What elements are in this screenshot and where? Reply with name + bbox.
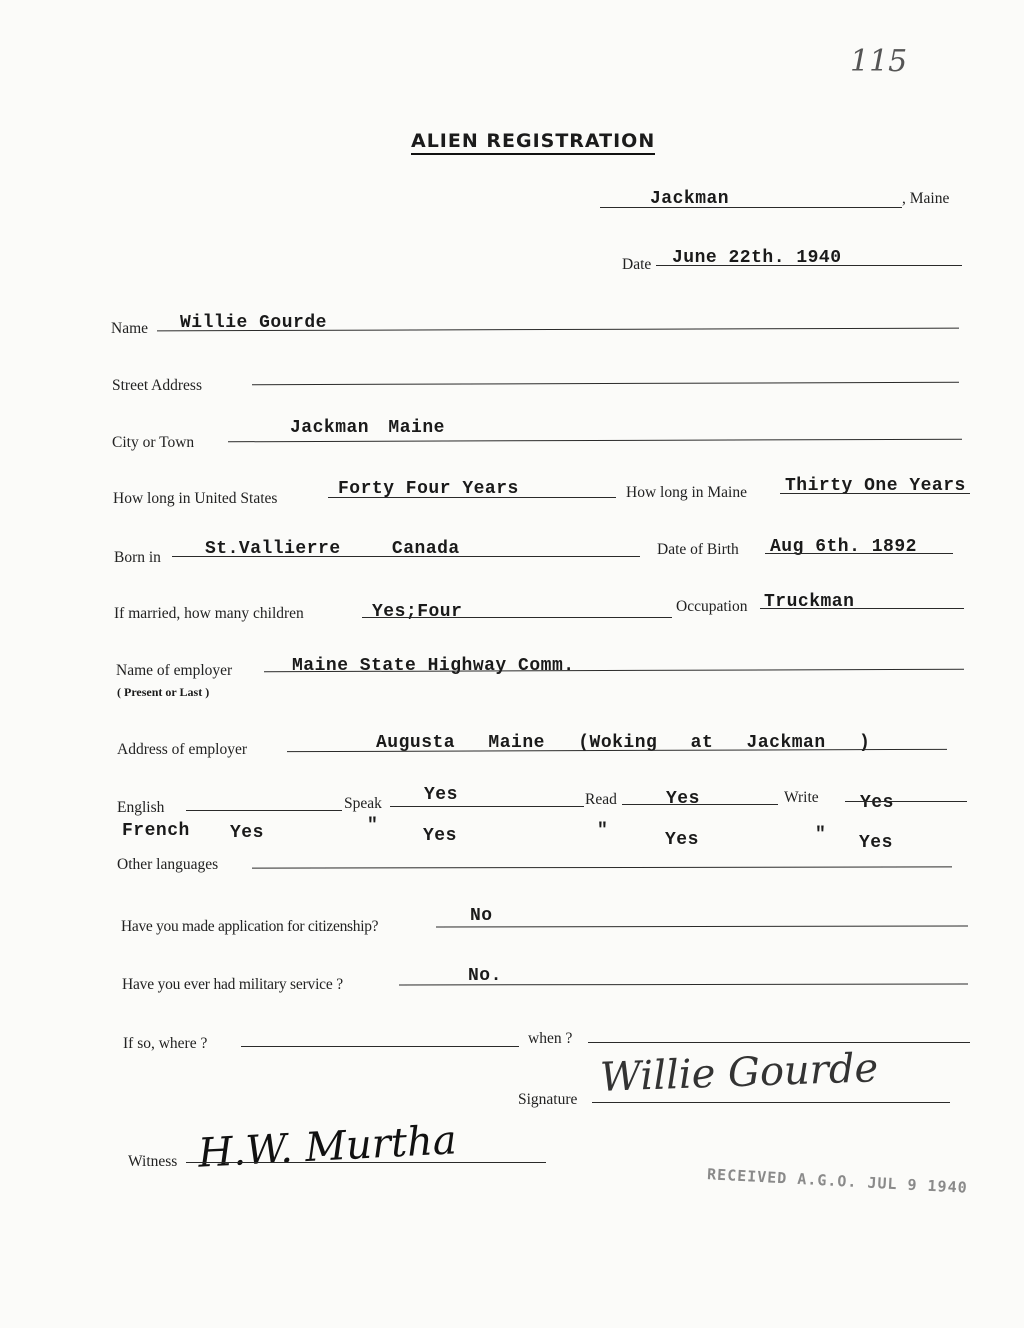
witness-rule	[186, 1162, 546, 1163]
employer-value[interactable]: Maine State Highway Comm.	[292, 656, 575, 676]
employer-label: Name of employer	[116, 662, 233, 679]
signature-value[interactable]: Willie Gourde	[599, 1045, 879, 1101]
other-languages-label: Other languages	[117, 856, 219, 873]
occupation-rule	[760, 608, 964, 609]
maine-duration-value[interactable]: Thirty One Years	[785, 476, 966, 496]
military-value[interactable]: No.	[468, 966, 502, 986]
street-address-rule	[252, 382, 959, 385]
born-in-value[interactable]: St.Vallierre Canada	[205, 539, 460, 559]
military-label: Have you ever had military service ?	[122, 976, 343, 993]
french-value[interactable]: Yes	[230, 823, 264, 843]
french-read-value[interactable]: Yes	[665, 830, 699, 850]
received-stamp: RECEIVED A.G.O. JUL 9 1940	[706, 1165, 969, 1197]
french-speak-ditto: "	[367, 816, 379, 836]
citizenship-rule	[436, 926, 968, 928]
when-rule	[588, 1042, 970, 1043]
children-value[interactable]: Yes;Four	[372, 602, 463, 622]
employer-address-label: Address of employer	[117, 741, 247, 758]
french-write-value[interactable]: Yes	[859, 833, 893, 853]
us-duration-rule	[328, 497, 616, 498]
english-read-value[interactable]: Yes	[666, 789, 700, 809]
when-label: when ?	[528, 1030, 573, 1047]
english-label: English	[117, 799, 165, 816]
place-suffix: , Maine	[902, 190, 950, 207]
maine-duration-rule	[780, 493, 970, 494]
citizenship-value[interactable]: No	[470, 906, 493, 926]
born-in-label: Born in	[114, 549, 161, 566]
born-in-rule	[172, 556, 640, 557]
french-read-ditto: "	[597, 821, 609, 841]
city-label: City or Town	[112, 434, 195, 451]
speak-rule	[390, 806, 584, 807]
french-write-ditto: "	[815, 825, 827, 845]
speak-label: Speak	[344, 795, 382, 812]
military-rule	[399, 984, 968, 986]
children-label: If married, how many children	[114, 605, 304, 622]
date-of-birth-label: Date of Birth	[657, 541, 739, 558]
french-speak-value[interactable]: Yes	[423, 826, 457, 846]
write-label: Write	[784, 789, 819, 806]
witness-value[interactable]: H.W. Murtha	[196, 1117, 458, 1177]
english-speak-value[interactable]: Yes	[424, 785, 458, 805]
other-languages-rule	[252, 866, 952, 868]
place-rule	[600, 207, 902, 208]
children-rule	[362, 617, 672, 618]
where-label: If so, where ?	[123, 1035, 208, 1052]
english-write-value[interactable]: Yes	[860, 793, 894, 813]
signature-label: Signature	[518, 1091, 578, 1108]
read-label: Read	[585, 791, 617, 808]
employer-sublabel: ( Present or Last )	[117, 685, 210, 699]
date-label: Date	[622, 256, 652, 273]
witness-label: Witness	[128, 1153, 178, 1170]
signature-rule	[592, 1102, 950, 1103]
us-duration-label: How long in United States	[113, 490, 278, 507]
name-value[interactable]: Willie Gourde	[180, 313, 327, 333]
name-label: Name	[111, 320, 149, 337]
maine-duration-label: How long in Maine	[626, 484, 747, 501]
date-of-birth-rule	[765, 553, 953, 554]
where-rule	[241, 1046, 519, 1047]
french-label: French	[122, 821, 190, 841]
occupation-value[interactable]: Truckman	[764, 592, 855, 612]
form-title: ALIEN REGISTRATION	[411, 130, 655, 155]
write-rule	[845, 801, 967, 802]
street-address-label: Street Address	[112, 377, 202, 394]
english-rule	[186, 810, 342, 811]
page-number: 115	[850, 44, 908, 79]
employer-address-value[interactable]: Augusta Maine (Woking at Jackman )	[376, 733, 871, 753]
place-value[interactable]: Jackman	[650, 189, 730, 209]
occupation-label: Occupation	[676, 598, 748, 615]
date-of-birth-value[interactable]: Aug 6th. 1892	[770, 537, 917, 557]
city-value[interactable]: Jackman Maine	[290, 418, 445, 438]
date-value[interactable]: June 22th. 1940	[672, 248, 842, 268]
date-rule	[656, 265, 962, 266]
citizenship-label: Have you made application for citizenship?	[121, 918, 379, 935]
read-rule	[622, 804, 778, 805]
city-rule	[228, 439, 962, 443]
us-duration-value[interactable]: Forty Four Years	[338, 479, 519, 499]
